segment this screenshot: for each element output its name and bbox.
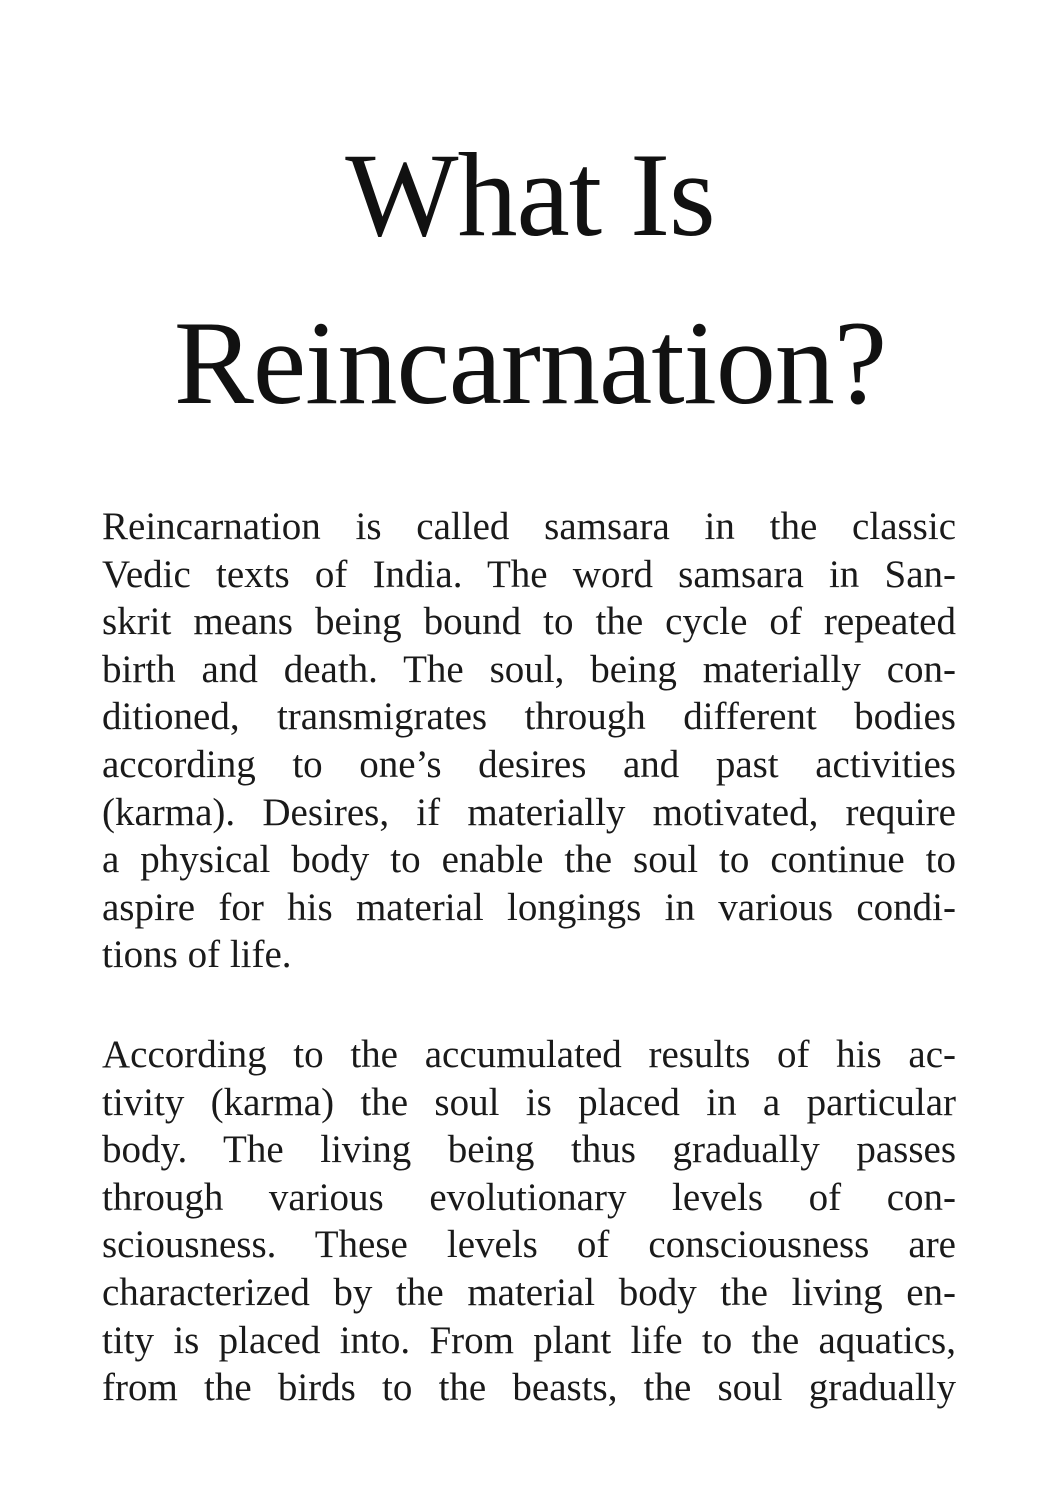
paragraph-line: body. The living being thus gradually passes bbox=[102, 1128, 956, 1172]
paragraph-line: birth and death. The soul, being materially con- bbox=[102, 647, 956, 691]
paragraph-line: a physical body to enable the soul to continue to bbox=[102, 838, 956, 882]
paragraph-line: Vedic texts of India. The word samsara in San- bbox=[102, 552, 956, 596]
paragraph-line: (karma). Desires, if materially motivated, require bbox=[102, 790, 956, 834]
paragraph-line: aspire for his material longings in various condi- bbox=[102, 885, 956, 929]
paragraph-2 bbox=[102, 1031, 956, 1412]
paragraph-line: tions of life. bbox=[102, 933, 292, 977]
paragraph-line: according to one’s desires and past activities bbox=[102, 742, 956, 786]
paragraph-line: tity is placed into. From plant life to the aquatics, bbox=[102, 1318, 956, 1362]
paragraph-line: Reincarnation is called samsara in the classic bbox=[102, 505, 956, 548]
paragraph-line: characterized by the material body the living en- bbox=[102, 1270, 956, 1314]
paragraph-line: ditioned, transmigrates through different bodies bbox=[102, 695, 956, 739]
paragraph-line: According to the accumulated results of his ac- bbox=[102, 1033, 956, 1076]
paragraph-line: through various evolutionary levels of con- bbox=[102, 1175, 956, 1219]
paragraph-line: skrit means being bound to the cycle of repeated bbox=[102, 600, 956, 644]
paragraph-line: sciousness. These levels of consciousness are bbox=[102, 1223, 956, 1267]
paragraph-line: from the birds to the beasts, the soul gradually bbox=[102, 1366, 956, 1410]
page-title-line-2: Reincarnation? bbox=[173, 296, 887, 429]
paragraph-line: tivity (karma) the soul is placed in a particular bbox=[102, 1080, 956, 1124]
paragraph-1 bbox=[102, 503, 956, 979]
page-title-line-1: What Is bbox=[345, 128, 715, 261]
